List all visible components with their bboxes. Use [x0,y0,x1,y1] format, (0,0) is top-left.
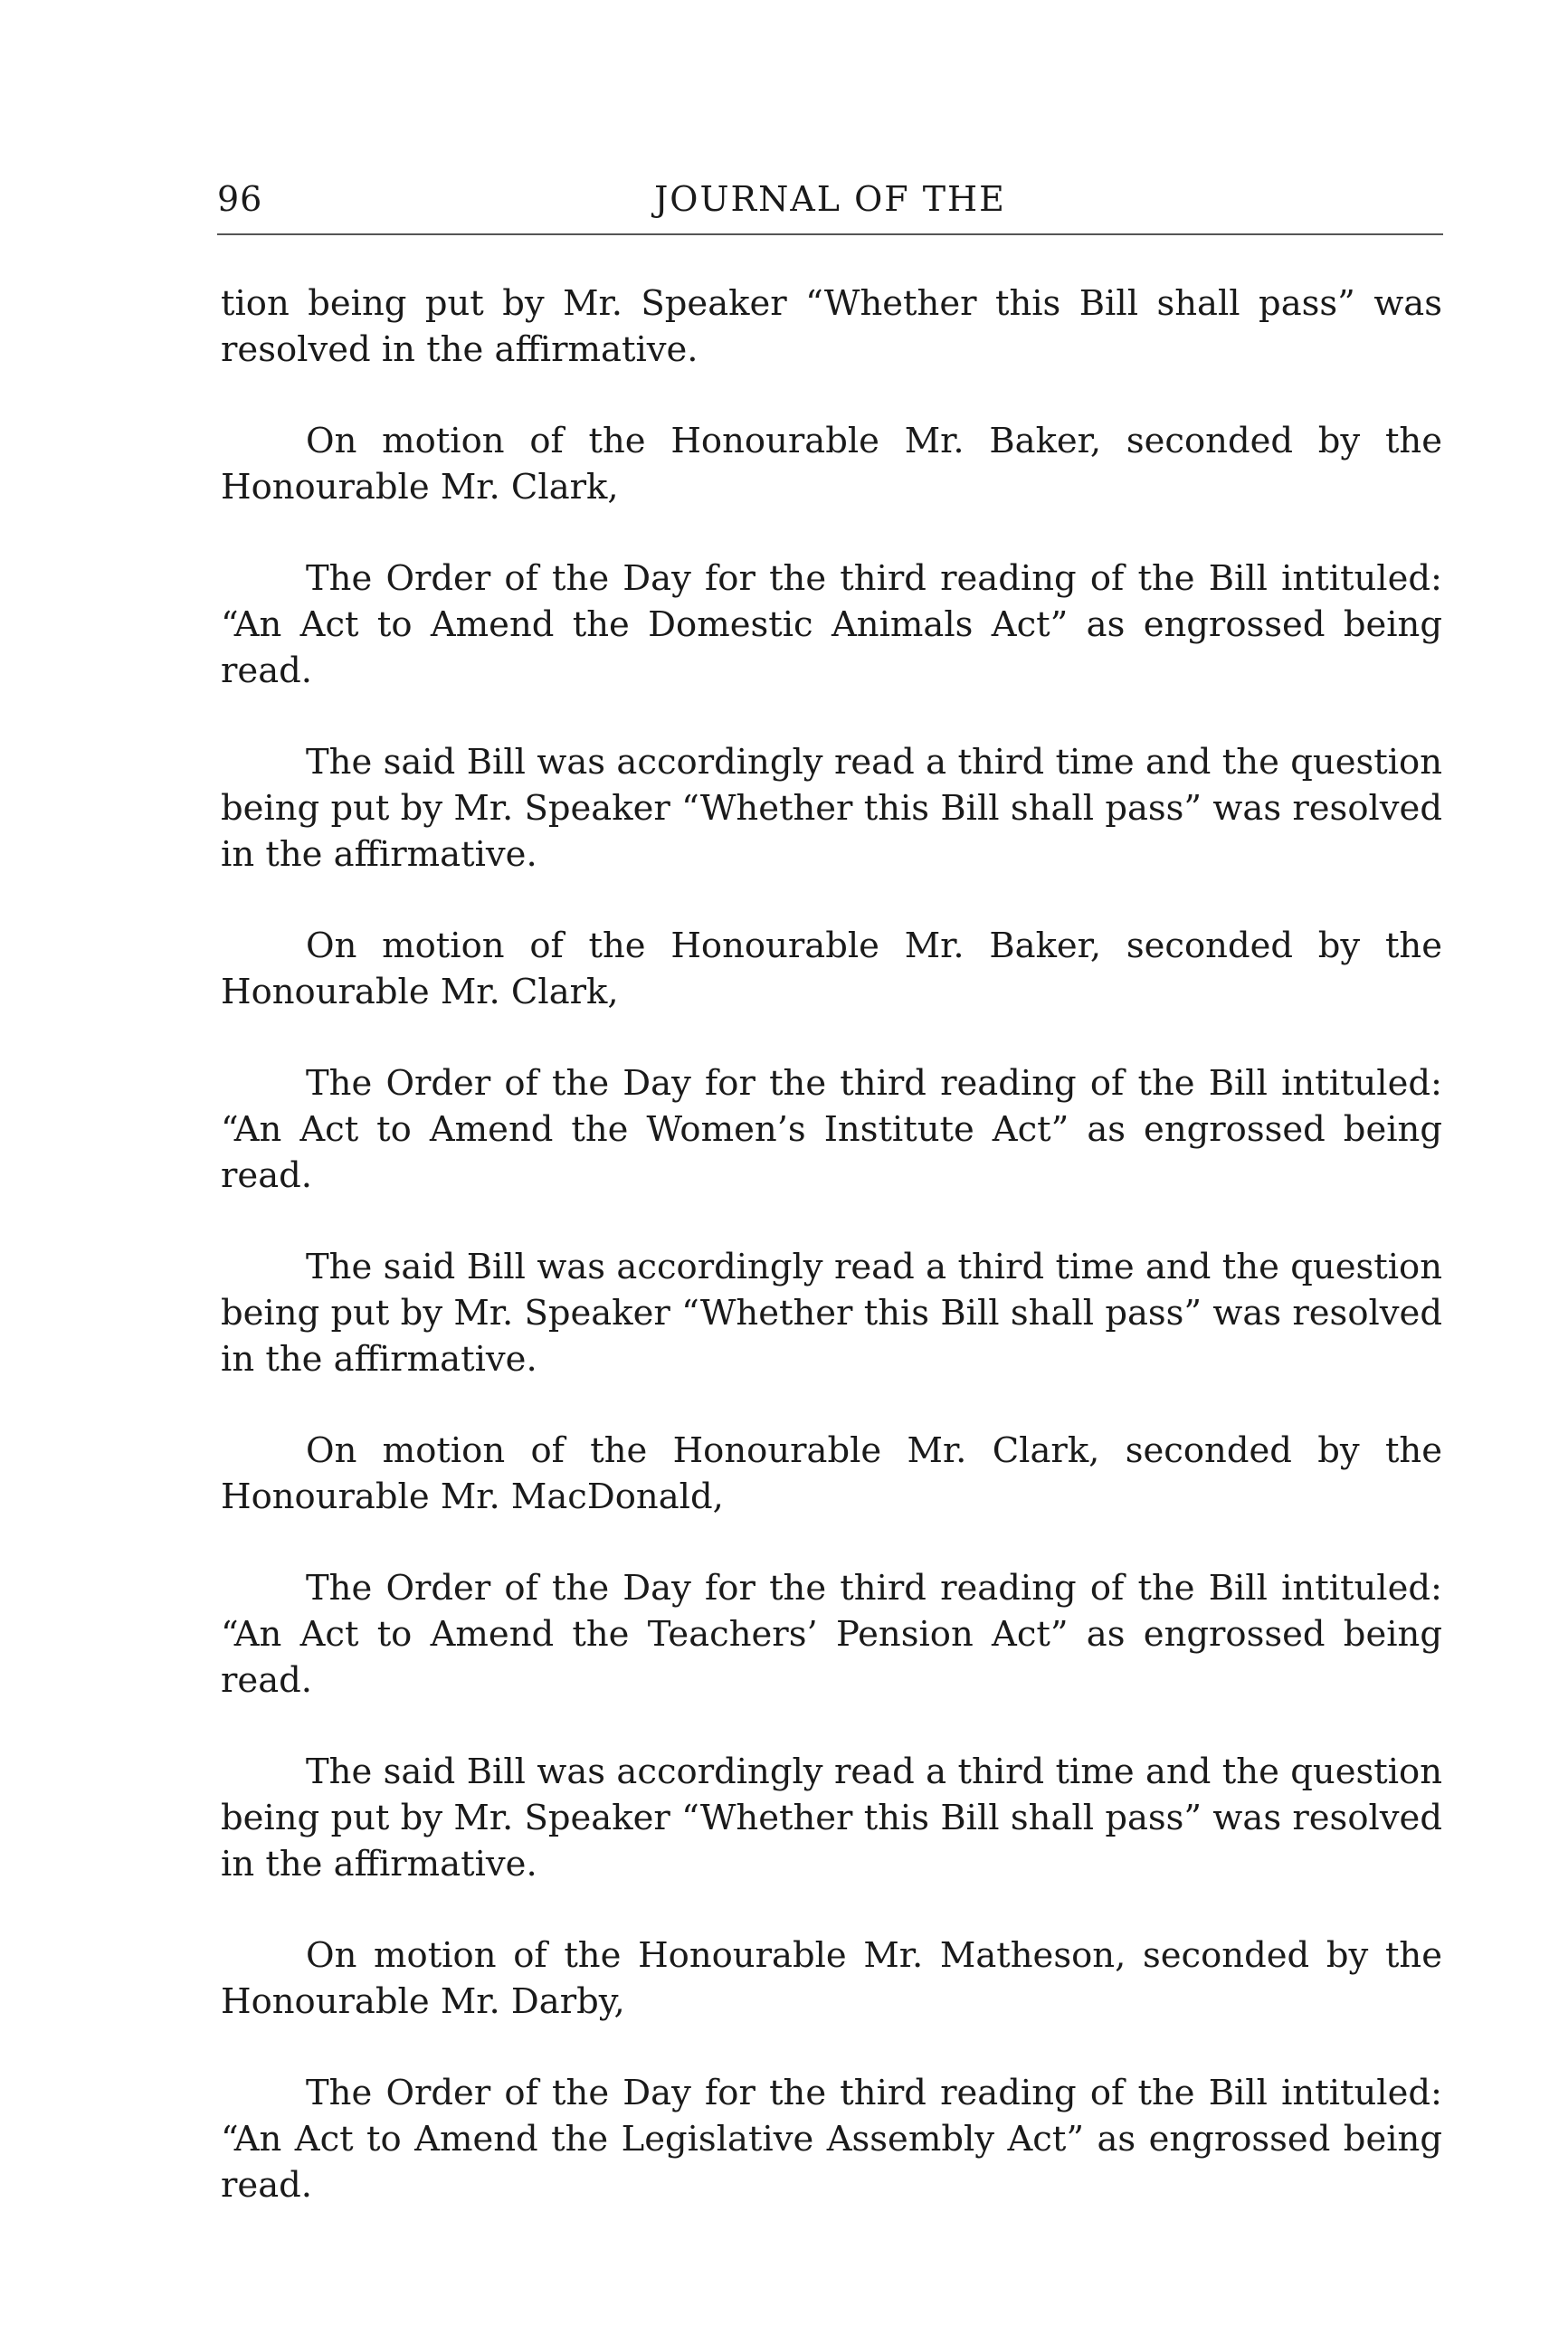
paragraph-7: The said Bill was accordingly read a third time and the question being put by Mr. Speaker “Whether this Bill shall pass” was resolved in the affirmative. [221,1247,1442,1380]
running-head: JOURNAL OF THE [654,179,1006,219]
paragraph-3: The Order of the Day for the third reading of the Bill intituled: “An Act to Amend the Domestic Animals Act” as engrossed being read. [221,558,1442,691]
paragraph-2: On motion of the Honourable Mr. Baker, seconded by the Honourable Mr. Clark, [221,421,1442,508]
paragraph-10: The said Bill was accordingly read a third time and the question being put by Mr. Speaker “Whether this Bill shall pass” was resolved in the affirmative. [221,1752,1442,1885]
paragraph-8: On motion of the Honourable Mr. Clark, seconded by the Honourable Mr. MacDonald, [221,1430,1442,1517]
page-header [217,179,1443,233]
paragraph-5: On motion of the Honourable Mr. Baker, seconded by the Honourable Mr. Clark, [221,926,1442,1012]
header-rule [217,233,1443,235]
paragraph-11: On motion of the Honourable Mr. Matheson, seconded by the Honourable Mr. Darby, [221,1935,1442,2022]
paragraph-9: The Order of the Day for the third reading of the Bill intituled: “An Act to Amend the Teachers’ Pension Act” as engrossed being read. [221,1568,1442,1701]
paragraph-6: The Order of the Day for the third reading of the Bill intituled: “An Act to Amend the Women’s Institute Act” as engrossed being read. [221,1063,1442,1196]
paragraph-1: tion being put by Mr. Speaker “Whether this Bill shall pass” was resolved in the affirmative. [221,283,1442,370]
paragraph-12: The Order of the Day for the third reading of the Bill intituled: “An Act to Amend the Legislative Assembly Act” as engrossed being read. [221,2073,1442,2206]
journal-body [221,280,1442,2254]
paragraph-4: The said Bill was accordingly read a third time and the question being put by Mr. Speaker “Whether this Bill shall pass” was resolved in the affirmative. [221,742,1442,875]
page-number: 96 [217,179,263,219]
